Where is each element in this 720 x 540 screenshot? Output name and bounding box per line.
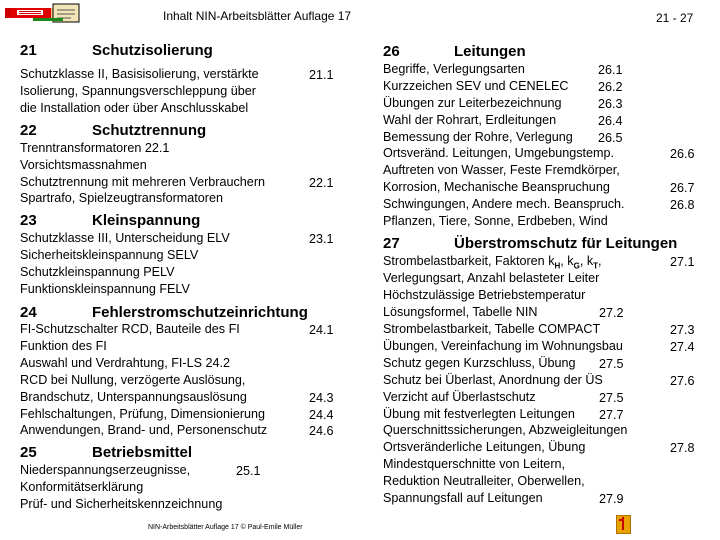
section-number: 27 <box>383 235 400 252</box>
section-number: 24 <box>20 304 37 321</box>
section-title: Fehlerstromschutzeinrichtung <box>92 304 308 321</box>
text-line: Prüf- und Sicherheitskennzeichnung <box>20 497 223 511</box>
text-line: Sicherheitskleinspannung SELV <box>20 248 199 262</box>
page-ref: 26.3 <box>598 97 623 111</box>
text-line: Ortsveränderliche Leitungen, Übung <box>383 440 586 454</box>
pencil-logo-icon <box>3 2 85 24</box>
text-line: Schutz bei Überlast, Anordnung der ÜS <box>383 373 603 387</box>
section-title: Kleinspannung <box>92 212 201 229</box>
page-ref: 26.8 <box>670 198 695 212</box>
header-title: Inhalt NIN-Arbeitsblätter Auflage 17 <box>163 9 352 23</box>
section-number: 21 <box>20 42 37 59</box>
section-title: Schutztrennung <box>92 122 207 139</box>
page-ref: 26.7 <box>670 181 695 195</box>
text-line: die Installation oder über Anschlusskabel <box>20 101 249 115</box>
page-ref: 23.1 <box>309 232 334 246</box>
page-ref: 27.5 <box>599 357 624 371</box>
text-line: FI-Schutzschalter RCD, Bauteile des FI <box>20 322 240 336</box>
section-title: Überstromschutz für Leitungen <box>454 235 678 252</box>
page-ref: 24.3 <box>309 391 334 405</box>
text-line: Spartrafo, Spielzeugtransformatoren <box>20 191 224 205</box>
text-line: Lösungsformel, Tabelle NIN <box>383 305 538 319</box>
page-ref: 24.1 <box>309 323 334 337</box>
text-line: Isolierung, Spannungsverschleppung über <box>20 84 256 98</box>
text-line: Funktionskleinspannung FELV <box>20 282 190 296</box>
page-ref: 27.6 <box>670 374 695 388</box>
page-ref: 24.4 <box>309 408 334 422</box>
section-number: 26 <box>383 43 400 60</box>
text-line: Übung mit festverlegten Leitungen <box>383 407 575 421</box>
page-ref: 26.2 <box>598 80 623 94</box>
text-line: Schutzklasse III, Unterscheidung ELV <box>20 231 230 245</box>
text-line: Pflanzen, Tiere, Sonne, Erdbeben, Wind <box>383 214 608 228</box>
text-line: Funktion des FI <box>20 339 107 353</box>
page-ref: 26.1 <box>598 63 623 77</box>
text-line: Wahl der Rohrart, Erdleitungen <box>383 113 557 127</box>
page-ref: 27.8 <box>670 441 695 455</box>
page-ref: 26.4 <box>598 114 623 128</box>
page-ref: 22.1 <box>309 176 334 190</box>
text-line: Fehlschaltungen, Prüfung, Dimensionierung <box>20 407 266 421</box>
text-line: Schutztrennung mit mehreren Verbrauchern <box>20 175 266 189</box>
section-title: Betriebsmittel <box>92 444 193 461</box>
page-ref: 27.9 <box>599 492 624 506</box>
text-line: Verlegungsart, Anzahl belasteter Leiter <box>383 271 600 285</box>
text-line: Schwingungen, Andere mech. Beanspruch. <box>383 197 625 211</box>
text-line: Verzicht auf Überlastschutz <box>383 390 536 404</box>
page-ref: 27.5 <box>599 391 624 405</box>
page-range: 21 - 27 <box>656 11 694 25</box>
text-line: RCD bei Nullung, verzögerte Auslösung, <box>20 373 246 387</box>
text-line-factors: Strombelastbarkeit, Faktoren $k_H$, $k_G$, $k_T$, <box>383 254 602 271</box>
text-line: Kurzzeichen SEV und CENELEC <box>383 79 569 93</box>
page-ref: 26.5 <box>598 131 623 145</box>
text-line: Schutz gegen Kurzschluss, Übung <box>383 356 576 370</box>
text-line: Mindestquerschnitte von Leitern, <box>383 457 566 471</box>
page-ref: 27.1 <box>670 255 695 269</box>
page-ref: 27.4 <box>670 340 695 354</box>
text-line: Schutzklasse II, Basisisolierung, verstärkte <box>20 67 259 81</box>
section-number: 25 <box>20 444 37 461</box>
text-line: Trenntransformatoren 22.1 <box>20 141 170 155</box>
text-line: Brandschutz, Unterspannungsauslösung <box>20 390 247 404</box>
text-line: Übungen, Vereinfachung im Wohnungsbau <box>383 339 623 353</box>
text-line: Vorsichtsmassnahmen <box>20 158 147 172</box>
text-line: Höchstzulässige Betriebstemperatur <box>383 288 586 302</box>
page-ref: 27.2 <box>599 306 624 320</box>
text-line: Strombelastbarkeit, Tabelle COMPACT <box>383 322 601 336</box>
text-line: Spannungsfall auf Leitungen <box>383 491 543 505</box>
page-ref: 24.6 <box>309 424 334 438</box>
section-number: 23 <box>20 212 37 229</box>
info-icon[interactable] <box>616 515 631 534</box>
page-ref: 27.3 <box>670 323 695 337</box>
footer-text: NIN-Arbeitsblätter Auflage 17 © Paul-Emile Müller <box>148 524 303 531</box>
text-line: Anwendungen, Brand- und, Personenschutz <box>20 423 268 437</box>
text-line: Auswahl und Verdrahtung, FI-LS 24.2 <box>20 356 231 370</box>
page-ref: 26.6 <box>670 147 695 161</box>
section-title: Schutzisolierung <box>92 42 213 59</box>
text-line: Ortsveränd. Leitungen, Umgebungstemp. <box>383 146 615 160</box>
text-line: Schutzkleinspannung PELV <box>20 265 175 279</box>
text-line: Querschnittssicherungen, Abzweigleitungen <box>383 423 628 437</box>
page-ref: 25.1 <box>236 464 261 478</box>
text-line: Bemessung der Rohre, Verlegung <box>383 130 573 144</box>
text-line: Begriffe, Verlegungsarten <box>383 62 525 76</box>
page-ref: 21.1 <box>309 68 334 82</box>
text-line: Reduktion Neutralleiter, Oberwellen, <box>383 474 585 488</box>
text-line: Auftreten von Wasser, Feste Fremdkörper, <box>383 163 620 177</box>
text-line: Niederspannungserzeugnisse, <box>20 463 191 477</box>
text-line: Korrosion, Mechanische Beanspruchung <box>383 180 610 194</box>
page-ref: 27.7 <box>599 408 624 422</box>
section-title: Leitungen <box>454 43 526 60</box>
text-line: Konformitätserklärung <box>20 480 144 494</box>
text-line: Übungen zur Leiterbezeichnung <box>383 96 562 110</box>
section-number: 22 <box>20 122 37 139</box>
